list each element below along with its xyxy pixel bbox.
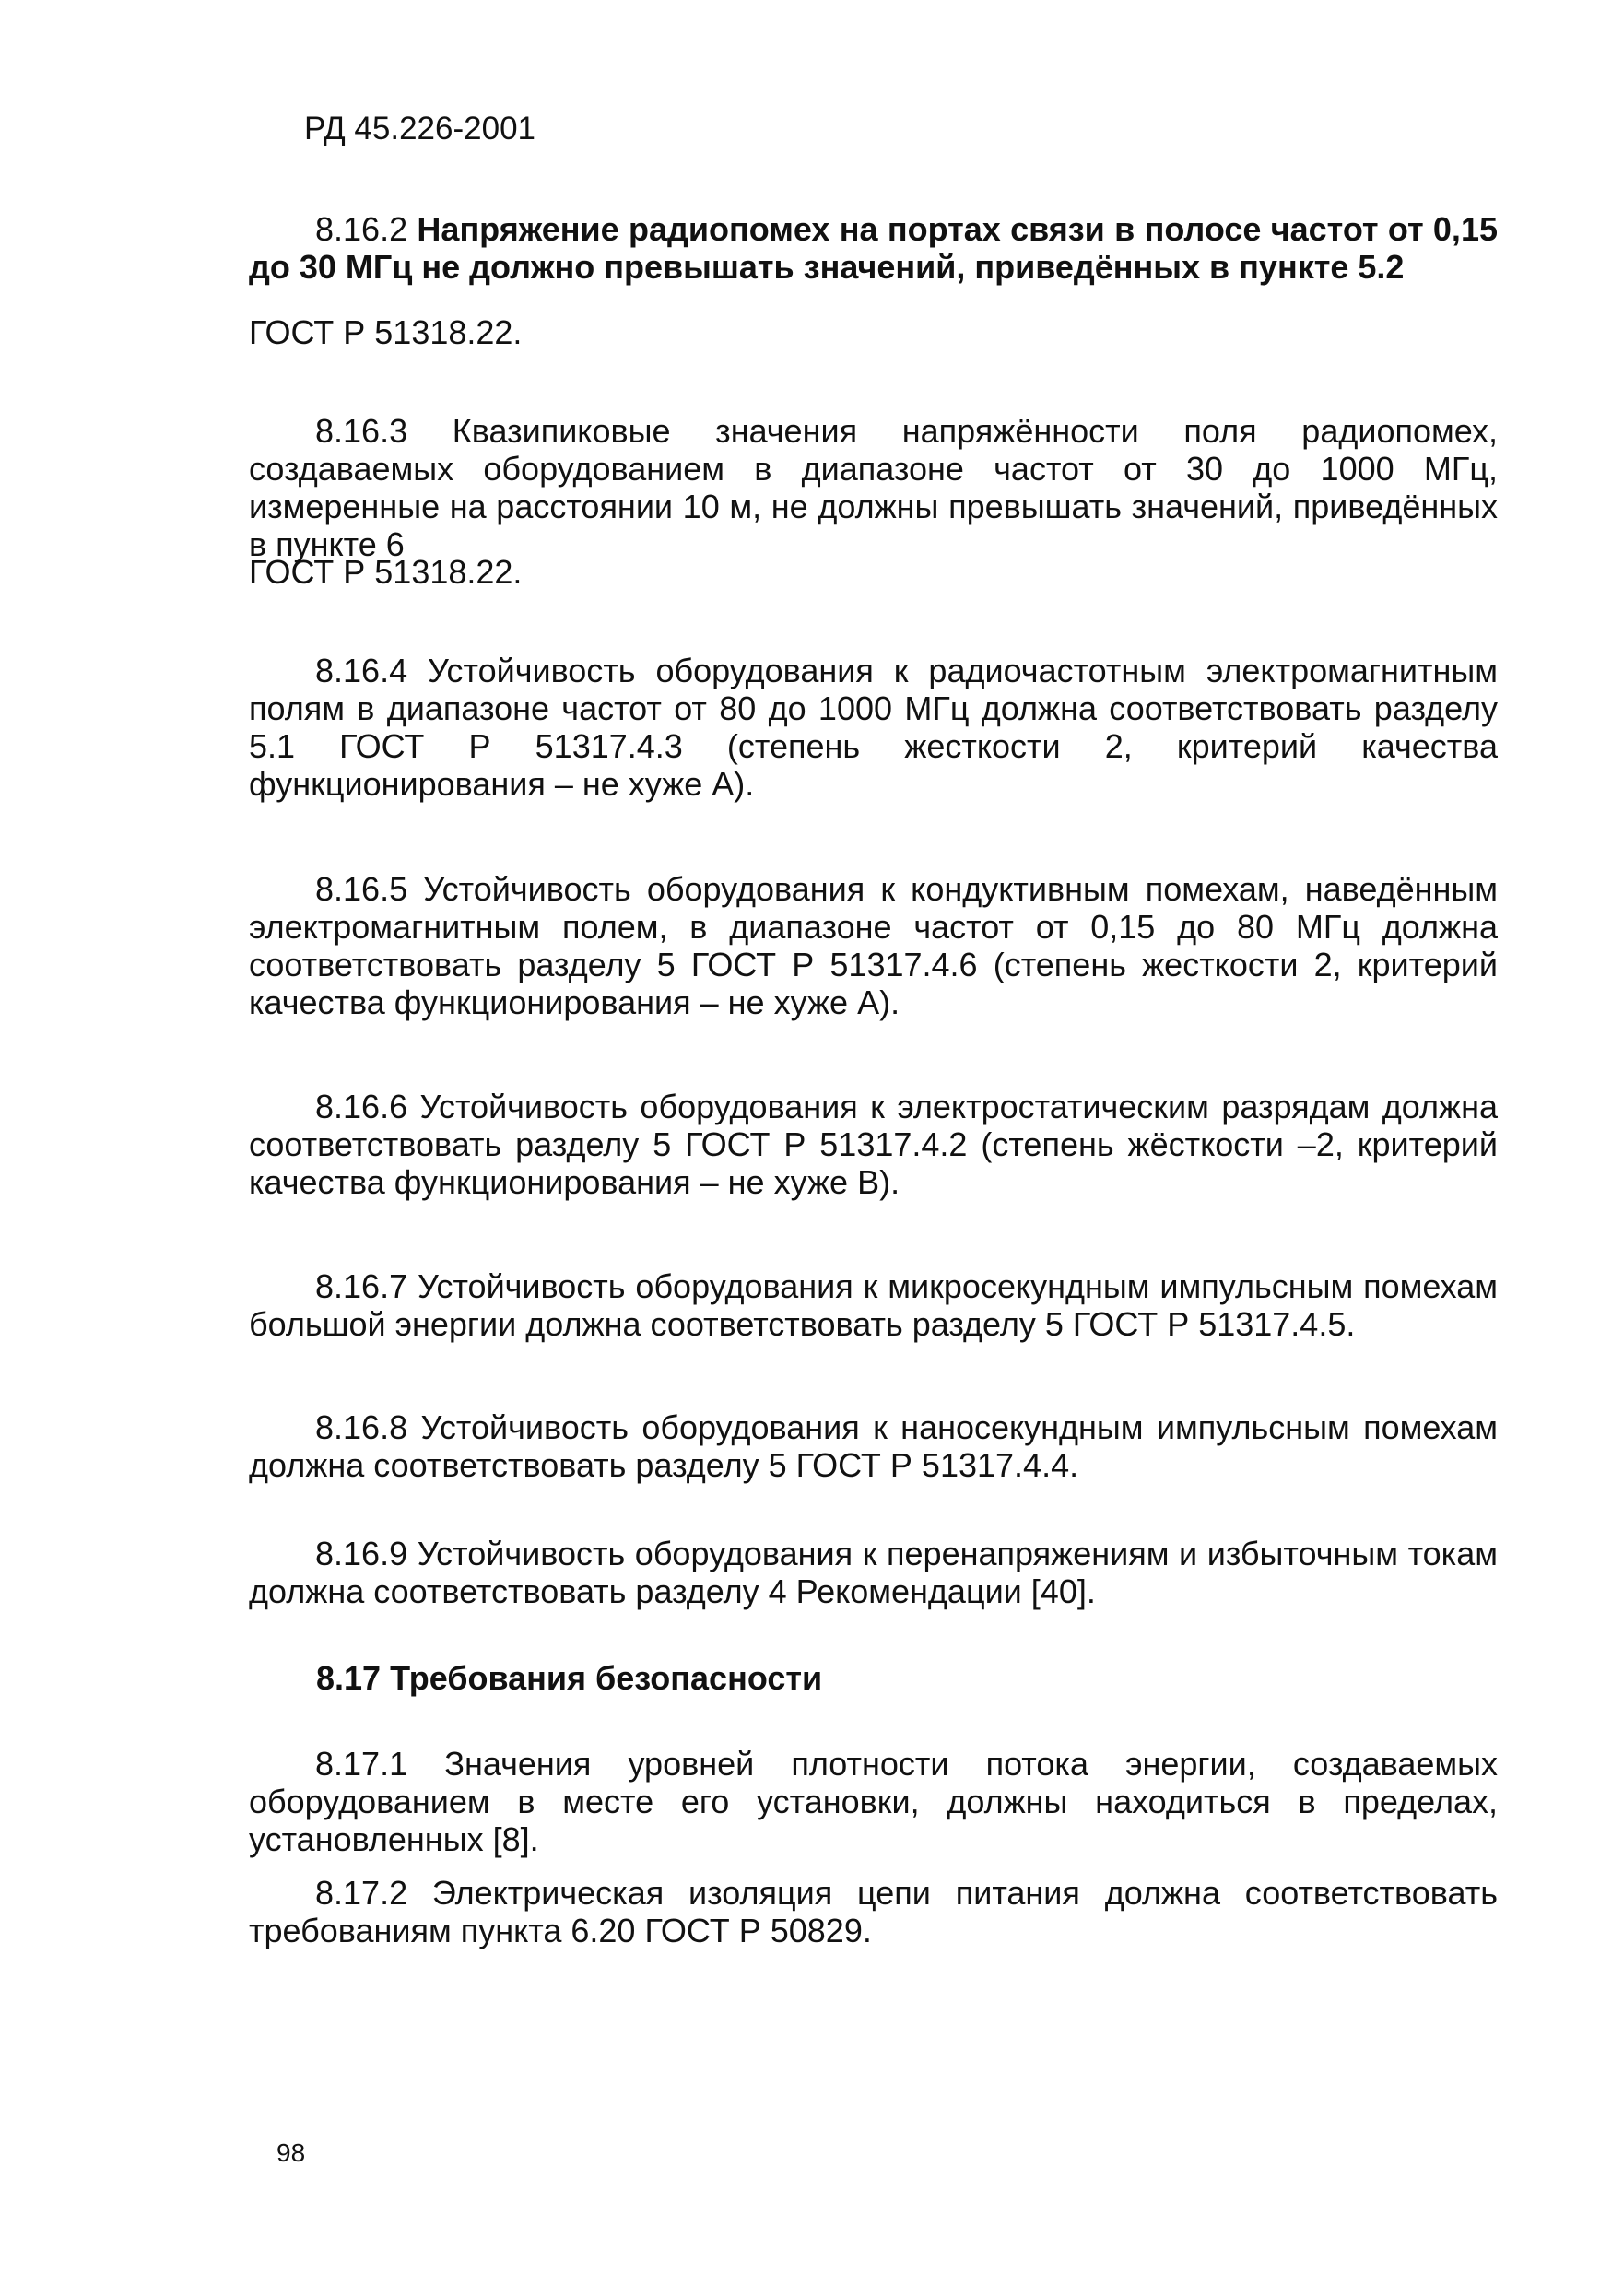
paragraph-8-16-3 bbox=[249, 412, 1498, 563]
paragraph-number: 8.16.6 bbox=[315, 1088, 408, 1125]
paragraph-8-16-5 bbox=[249, 870, 1498, 1021]
paragraph-8-16-7 bbox=[249, 1267, 1498, 1343]
paragraph-text: Значения уровней плотности потока энергии, создаваемых оборудованием в месте его установки, должны находиться в пределах, установленных [8]. bbox=[249, 1745, 1498, 1858]
paragraph-8-17-2 bbox=[249, 1874, 1498, 1949]
paragraph-number: 8.17.1 bbox=[315, 1745, 408, 1783]
paragraph-text: Устойчивость оборудования к электростатическим разрядам должна соответствовать разделу 5 ГОСТ Р 51317.4.2 (степень жёсткости –2, критерий качества функционирования – не хуже В). bbox=[249, 1088, 1498, 1201]
paragraph-text: Напряжение радиопомех на портах связи в полосе частот от 0,15 до 30 МГц не должно превышать значений, приведённых в пункте 5.2 bbox=[249, 210, 1498, 286]
page-number: 98 bbox=[276, 2138, 306, 2167]
paragraph-8-16-2-continuation: ГОСТ Р 51318.22. bbox=[249, 313, 523, 351]
paragraph-8-16-6 bbox=[249, 1088, 1498, 1201]
paragraph-8-16-8 bbox=[249, 1408, 1498, 1484]
paragraph-text: Устойчивость оборудования к перенапряжениям и избыточным токам должна соответствовать разделу 4 Рекомендации [40]. bbox=[249, 1535, 1498, 1610]
paragraph-number: 8.16.3 bbox=[315, 412, 408, 450]
paragraph-number: 8.17.2 bbox=[315, 1874, 408, 1912]
paragraph-text: Устойчивость оборудования к наносекундным импульсным помехам должна соответствовать разделу 5 ГОСТ Р 51317.4.4. bbox=[249, 1408, 1498, 1484]
paragraph-8-16-3-continuation: ГОСТ Р 51318.22. bbox=[249, 553, 523, 591]
paragraph-number: 8.16.4 bbox=[315, 652, 408, 689]
section-number: 8.17 bbox=[316, 1659, 382, 1697]
paragraph-text: Электрическая изоляция цепи питания должна соответствовать требованиям пункта 6.20 ГОСТ Р 50829. bbox=[249, 1874, 1498, 1949]
paragraph-text: Устойчивость оборудования к кондуктивным помехам, наведённым электромагнитным полем, в диапазоне частот от 0,15 до 80 МГц должна соответствовать разделу 5 ГОСТ Р 51317.4.6 (степень жесткости 2, критерий качества функционирования – не хуже А). bbox=[249, 870, 1498, 1021]
paragraph-8-16-2 bbox=[249, 210, 1498, 286]
section-heading bbox=[316, 1659, 822, 1697]
paragraph-8-17-1 bbox=[249, 1745, 1498, 1858]
paragraph-text: Устойчивость оборудования к радиочастотным электромагнитным полям в диапазоне частот от 80 до 1000 МГц должна соответствовать разделу 5.1 ГОСТ Р 51317.4.3 (степень жесткости 2, критерий качества функционирования – не хуже А). bbox=[249, 652, 1498, 803]
paragraph-number: 8.16.8 bbox=[315, 1408, 408, 1446]
paragraph-text: Устойчивость оборудования к микросекундным импульсным помехам большой энергии должна соответствовать разделу 5 ГОСТ Р 51317.4.5. bbox=[249, 1267, 1498, 1343]
section-title: Требования безопасности bbox=[390, 1659, 823, 1697]
paragraph-number: 8.16.5 bbox=[315, 870, 408, 908]
paragraph-text: Квазипиковые значения напряжённости поля радиопомех, создаваемых оборудованием в диапазоне частот от 30 до 1000 МГц, измеренные на расстоянии 10 м, не должны превышать значений, приведённых в пункте 6 bbox=[249, 412, 1498, 563]
paragraph-8-16-9 bbox=[249, 1535, 1498, 1610]
paragraph-number: 8.16.7 bbox=[315, 1267, 408, 1305]
paragraph-8-16-4 bbox=[249, 652, 1498, 803]
paragraph-number: 8.16.9 bbox=[315, 1535, 408, 1572]
paragraph-number: 8.16.2 bbox=[315, 210, 408, 248]
document-code: РД 45.226-2001 bbox=[304, 111, 535, 147]
